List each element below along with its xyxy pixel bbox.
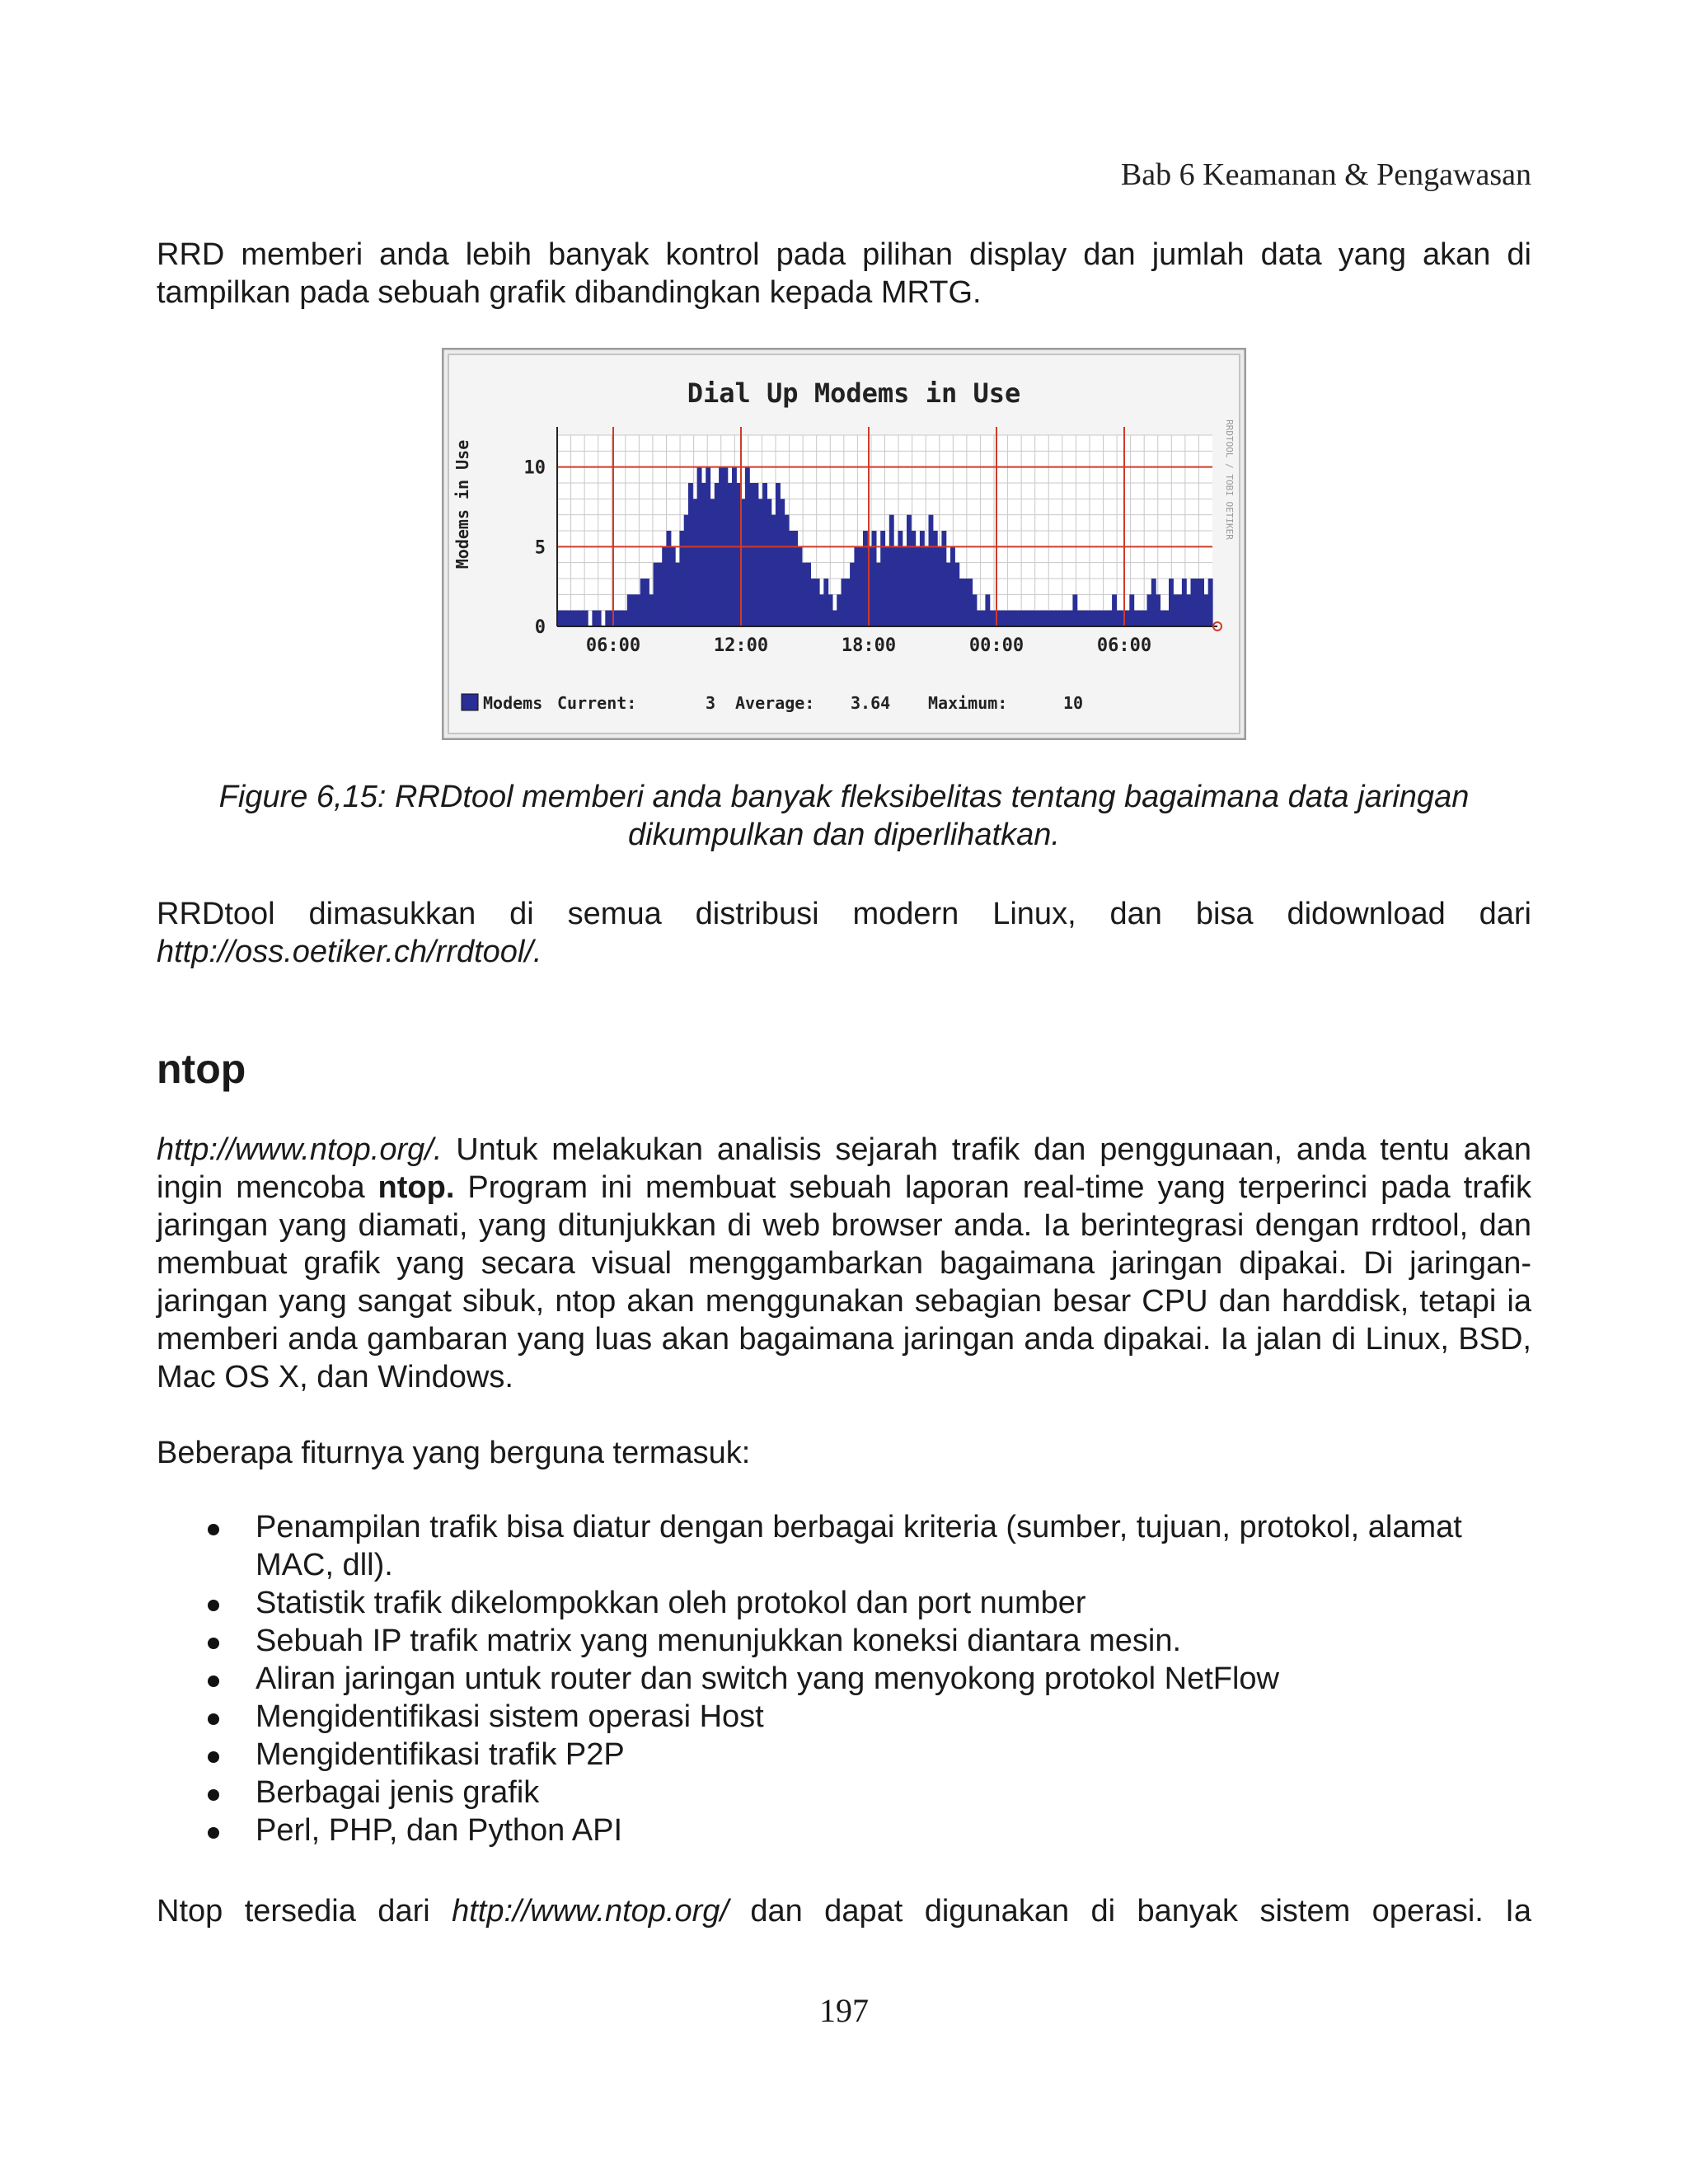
area-bar: [1195, 579, 1200, 626]
area-bar: [973, 594, 978, 626]
area-bar: [911, 531, 916, 626]
area-bar: [1011, 611, 1016, 626]
area-bar: [649, 594, 654, 626]
ntop-availability-part-b: dan dapat digunakan di banyak sistem operasi. Ia: [728, 1894, 1531, 1929]
area-bar: [863, 531, 868, 626]
x-tick-label: 06:00: [585, 635, 641, 656]
rrd-chart-figure: [442, 348, 1246, 740]
area-bar: [1125, 611, 1130, 626]
area-bar: [1034, 611, 1039, 626]
area-bar: [715, 483, 720, 626]
area-bar: [1038, 611, 1043, 626]
area-bar: [679, 531, 684, 626]
area-bar: [1134, 611, 1139, 626]
area-bar: [570, 611, 575, 626]
y-tick-label: 0: [534, 617, 546, 638]
area-bar: [1203, 594, 1208, 626]
area-bar: [1047, 611, 1052, 626]
area-bar: [1151, 579, 1156, 626]
features-list: [206, 1508, 1531, 1849]
area-bar: [1072, 594, 1077, 626]
area-bar: [688, 483, 693, 626]
chart-side-watermark: RRDTOOL / TOBI OETIKER: [1224, 419, 1235, 540]
ntop-availability-paragraph: [157, 1892, 1531, 1930]
area-bar: [924, 546, 929, 626]
list-item: Statistik trafik dikelompokkan oleh protokol dan port number: [206, 1584, 1531, 1622]
ntop-availability-link[interactable]: http://www.ntop.org/: [452, 1894, 729, 1929]
area-bar: [1165, 611, 1170, 626]
chart-title: Dial Up Modems in Use: [687, 377, 1021, 409]
area-bar: [1208, 579, 1213, 626]
area-bar: [754, 483, 759, 626]
area-bar: [1025, 611, 1029, 626]
area-bar: [640, 579, 645, 626]
chart-plot-area: [524, 427, 1222, 656]
area-bar: [806, 563, 811, 626]
legend-average-value: 3.64: [851, 693, 891, 713]
area-bar: [964, 579, 968, 626]
x-tick-label: 18:00: [841, 635, 897, 656]
area-bar: [1178, 594, 1183, 626]
area-bar: [662, 546, 667, 626]
area-bar: [654, 563, 659, 626]
area-bar: [1108, 611, 1113, 626]
area-bar: [574, 611, 579, 626]
area-bar: [885, 546, 890, 626]
area-bar: [850, 563, 855, 626]
area-bar: [950, 546, 955, 626]
features-intro: Beberapa fiturnya yang berguna termasuk:: [157, 1436, 751, 1470]
area-bar: [675, 563, 680, 626]
area-bar: [1112, 594, 1117, 626]
area-bar: [1147, 594, 1152, 626]
area-bar: [929, 515, 934, 626]
area-bar: [903, 546, 907, 626]
list-item: Mengidentifikasi trafik P2P: [206, 1736, 1531, 1774]
area-bar: [658, 563, 663, 626]
rrdtool-download-link[interactable]: http://oss.oetiker.ch/rrdtool/.: [157, 935, 542, 969]
section-heading-ntop: ntop: [157, 1046, 246, 1092]
area-bar: [1191, 579, 1196, 626]
area-bar: [1020, 611, 1025, 626]
area-bar: [828, 594, 833, 626]
area-bar: [776, 483, 781, 626]
area-bar: [1055, 611, 1060, 626]
area-bar: [767, 499, 771, 626]
list-item: Aliran jaringan untuk router dan switch yang menyokong protokol NetFlow: [206, 1660, 1531, 1698]
area-bar: [1182, 579, 1187, 626]
area-bar: [1060, 611, 1065, 626]
area-bar: [798, 546, 803, 626]
area-bar: [1077, 611, 1082, 626]
y-tick-label: 5: [534, 537, 546, 559]
legend-maximum-label: Maximum:: [928, 693, 1008, 713]
area-bar: [749, 483, 754, 626]
area-bar: [1116, 611, 1121, 626]
area-bar: [1068, 611, 1073, 626]
running-header: Bab 6 Keamanan & Pengawasan: [1120, 157, 1531, 192]
x-tick-label: 06:00: [1096, 635, 1152, 656]
area-bar: [985, 594, 990, 626]
area-bar: [1016, 611, 1021, 626]
area-bar: [561, 611, 566, 626]
legend-series-name: Modems: [483, 693, 543, 713]
area-bar: [667, 531, 672, 626]
area-bar: [1173, 594, 1178, 626]
area-bar: [832, 611, 837, 626]
area-bar: [597, 611, 602, 626]
area-bar: [846, 579, 851, 626]
area-bar: [837, 594, 842, 626]
area-bar: [701, 483, 706, 626]
area-bar: [872, 531, 877, 626]
x-tick-label: 12:00: [713, 635, 769, 656]
area-bar: [802, 563, 807, 626]
area-bar: [627, 594, 632, 626]
area-bar: [785, 515, 790, 626]
area-bar: [893, 546, 898, 626]
area-bar: [1029, 611, 1034, 626]
legend-average-label: Average:: [735, 693, 815, 713]
page-number: 197: [819, 1992, 869, 2029]
area-bar: [623, 611, 628, 626]
area-bar: [933, 531, 938, 626]
list-item: Sebuah IP trafik matrix yang menunjukkan koneksi diantara mesin.: [206, 1622, 1531, 1660]
area-bar: [1160, 611, 1165, 626]
area-bar: [1142, 611, 1147, 626]
ntop-description-part-b: Program ini membuat sebuah laporan real-time yang terperinci pada trafik jaringan yang diamati, yang ditunjukkan di web browser anda. Ia berintegrasi dengan rrdtool, dan membuat grafik yang secara visual menggambarkan bagaimana jaringan dipakai. Di jaringan-jaringan yang sangat sibuk, ntop akan menggunakan sebagian besar CPU dan harddisk, tetapi ia memberi anda gambaran yang luas akan bagaimana jaringan anda dipakai. Ia jalan di Linux, BSD, Mac OS X, dan Windows.: [157, 1170, 1531, 1394]
area-bar: [954, 563, 959, 626]
area-bar: [635, 594, 640, 626]
area-bar: [1099, 611, 1104, 626]
area-bar: [793, 531, 798, 626]
area-bar: [1042, 611, 1047, 626]
area-bar: [1186, 594, 1191, 626]
area-bar: [981, 611, 986, 626]
area-bar: [815, 579, 820, 626]
area-bar: [614, 611, 619, 626]
area-bar: [898, 531, 903, 626]
list-item: Berbagai jenis grafik: [206, 1774, 1531, 1811]
area-bar: [889, 515, 894, 626]
area-bar: [618, 611, 623, 626]
area-bar: [876, 563, 881, 626]
area-bar: [566, 611, 571, 626]
area-bar: [907, 515, 912, 626]
area-bar: [692, 499, 697, 626]
figure-caption: [157, 778, 1531, 854]
ntop-availability-part-a: Ntop tersedia dari: [157, 1894, 452, 1929]
area-bar: [842, 579, 846, 626]
area-bar: [1085, 611, 1090, 626]
area-bar: [819, 594, 824, 626]
area-bar: [1051, 611, 1056, 626]
area-bar: [1007, 611, 1012, 626]
ntop-description-part-a: Untuk melakukan analisis sejarah trafik dan penggunaan, anda tentu akan ingin mencoba: [157, 1132, 1531, 1205]
intro-paragraph: RRD memberi anda lebih banyak kontrol pada pilihan display dan jumlah data yang akan di tampilkan pada sebuah grafik dibandingkan kepada MRTG.: [157, 237, 1531, 310]
figure-caption-line-2: dikumpulkan dan diperlihatkan.: [628, 818, 1060, 852]
list-item: Perl, PHP, dan Python API: [206, 1811, 1531, 1849]
area-bar: [684, 515, 689, 626]
y-tick-label: 10: [523, 457, 546, 479]
list-item: Mengidentifikasi sistem operasi Host: [206, 1698, 1531, 1736]
area-bar: [758, 499, 763, 626]
area-bar: [710, 499, 715, 626]
area-bar: [823, 579, 828, 626]
area-bar: [1104, 611, 1109, 626]
area-bar: [671, 546, 676, 626]
area-bar: [1090, 611, 1095, 626]
area-bar: [859, 546, 864, 626]
area-bar: [1169, 579, 1174, 626]
area-bar: [998, 611, 1003, 626]
area-bar: [762, 483, 767, 626]
area-bar: [771, 515, 776, 626]
area-bar: [990, 611, 995, 626]
area-bar: [1138, 611, 1143, 626]
x-tick-label: 00:00: [968, 635, 1025, 656]
list-item: Penampilan trafik bisa diatur dengan berbagai kriteria (sumber, tujuan, protokol, alamat MAC, dll).: [206, 1508, 1531, 1584]
ntop-description-paragraph: [157, 1131, 1531, 1396]
area-bar: [1095, 611, 1100, 626]
area-bar: [584, 611, 588, 626]
area-bar: [941, 531, 946, 626]
ntop-url-link[interactable]: http://www.ntop.org/.: [157, 1132, 443, 1167]
area-bar: [880, 531, 885, 626]
area-bar: [810, 579, 815, 626]
area-bar: [579, 611, 584, 626]
area-bar: [854, 546, 859, 626]
area-bar: [645, 579, 649, 626]
area-bar: [937, 546, 942, 626]
area-bar: [1156, 594, 1160, 626]
area-bar: [959, 579, 964, 626]
legend-current-label: Current:: [557, 693, 637, 713]
area-bar: [1064, 611, 1069, 626]
area-bar: [780, 499, 785, 626]
area-bar: [977, 611, 982, 626]
area-bar: [946, 563, 951, 626]
area-bar: [789, 531, 794, 626]
chart-y-axis-label: Modems in Use: [452, 439, 472, 569]
area-bar: [1129, 594, 1134, 626]
legend-current-value: 3: [706, 693, 716, 713]
area-bar: [916, 546, 921, 626]
area-bar: [592, 611, 597, 626]
area-bar: [1199, 579, 1204, 626]
legend-maximum-value: 10: [1063, 693, 1084, 713]
area-bar: [728, 483, 733, 626]
figure-caption-line-1: Figure 6,15: RRDtool memberi anda banyak fleksibelitas tentang bagaimana data jaringan: [218, 780, 1470, 814]
area-bar: [1081, 611, 1086, 626]
area-bar: [1003, 611, 1008, 626]
area-bar: [631, 594, 636, 626]
ntop-bold-name: ntop.: [377, 1170, 455, 1205]
legend-swatch: [462, 694, 478, 710]
rrdtool-paragraph-line-1: RRDtool dimasukkan di semua distribusi modern Linux, dan bisa didownload dari: [157, 897, 1531, 931]
area-bar: [968, 579, 973, 626]
area-bar: [920, 531, 925, 626]
area-bar: [605, 611, 610, 626]
